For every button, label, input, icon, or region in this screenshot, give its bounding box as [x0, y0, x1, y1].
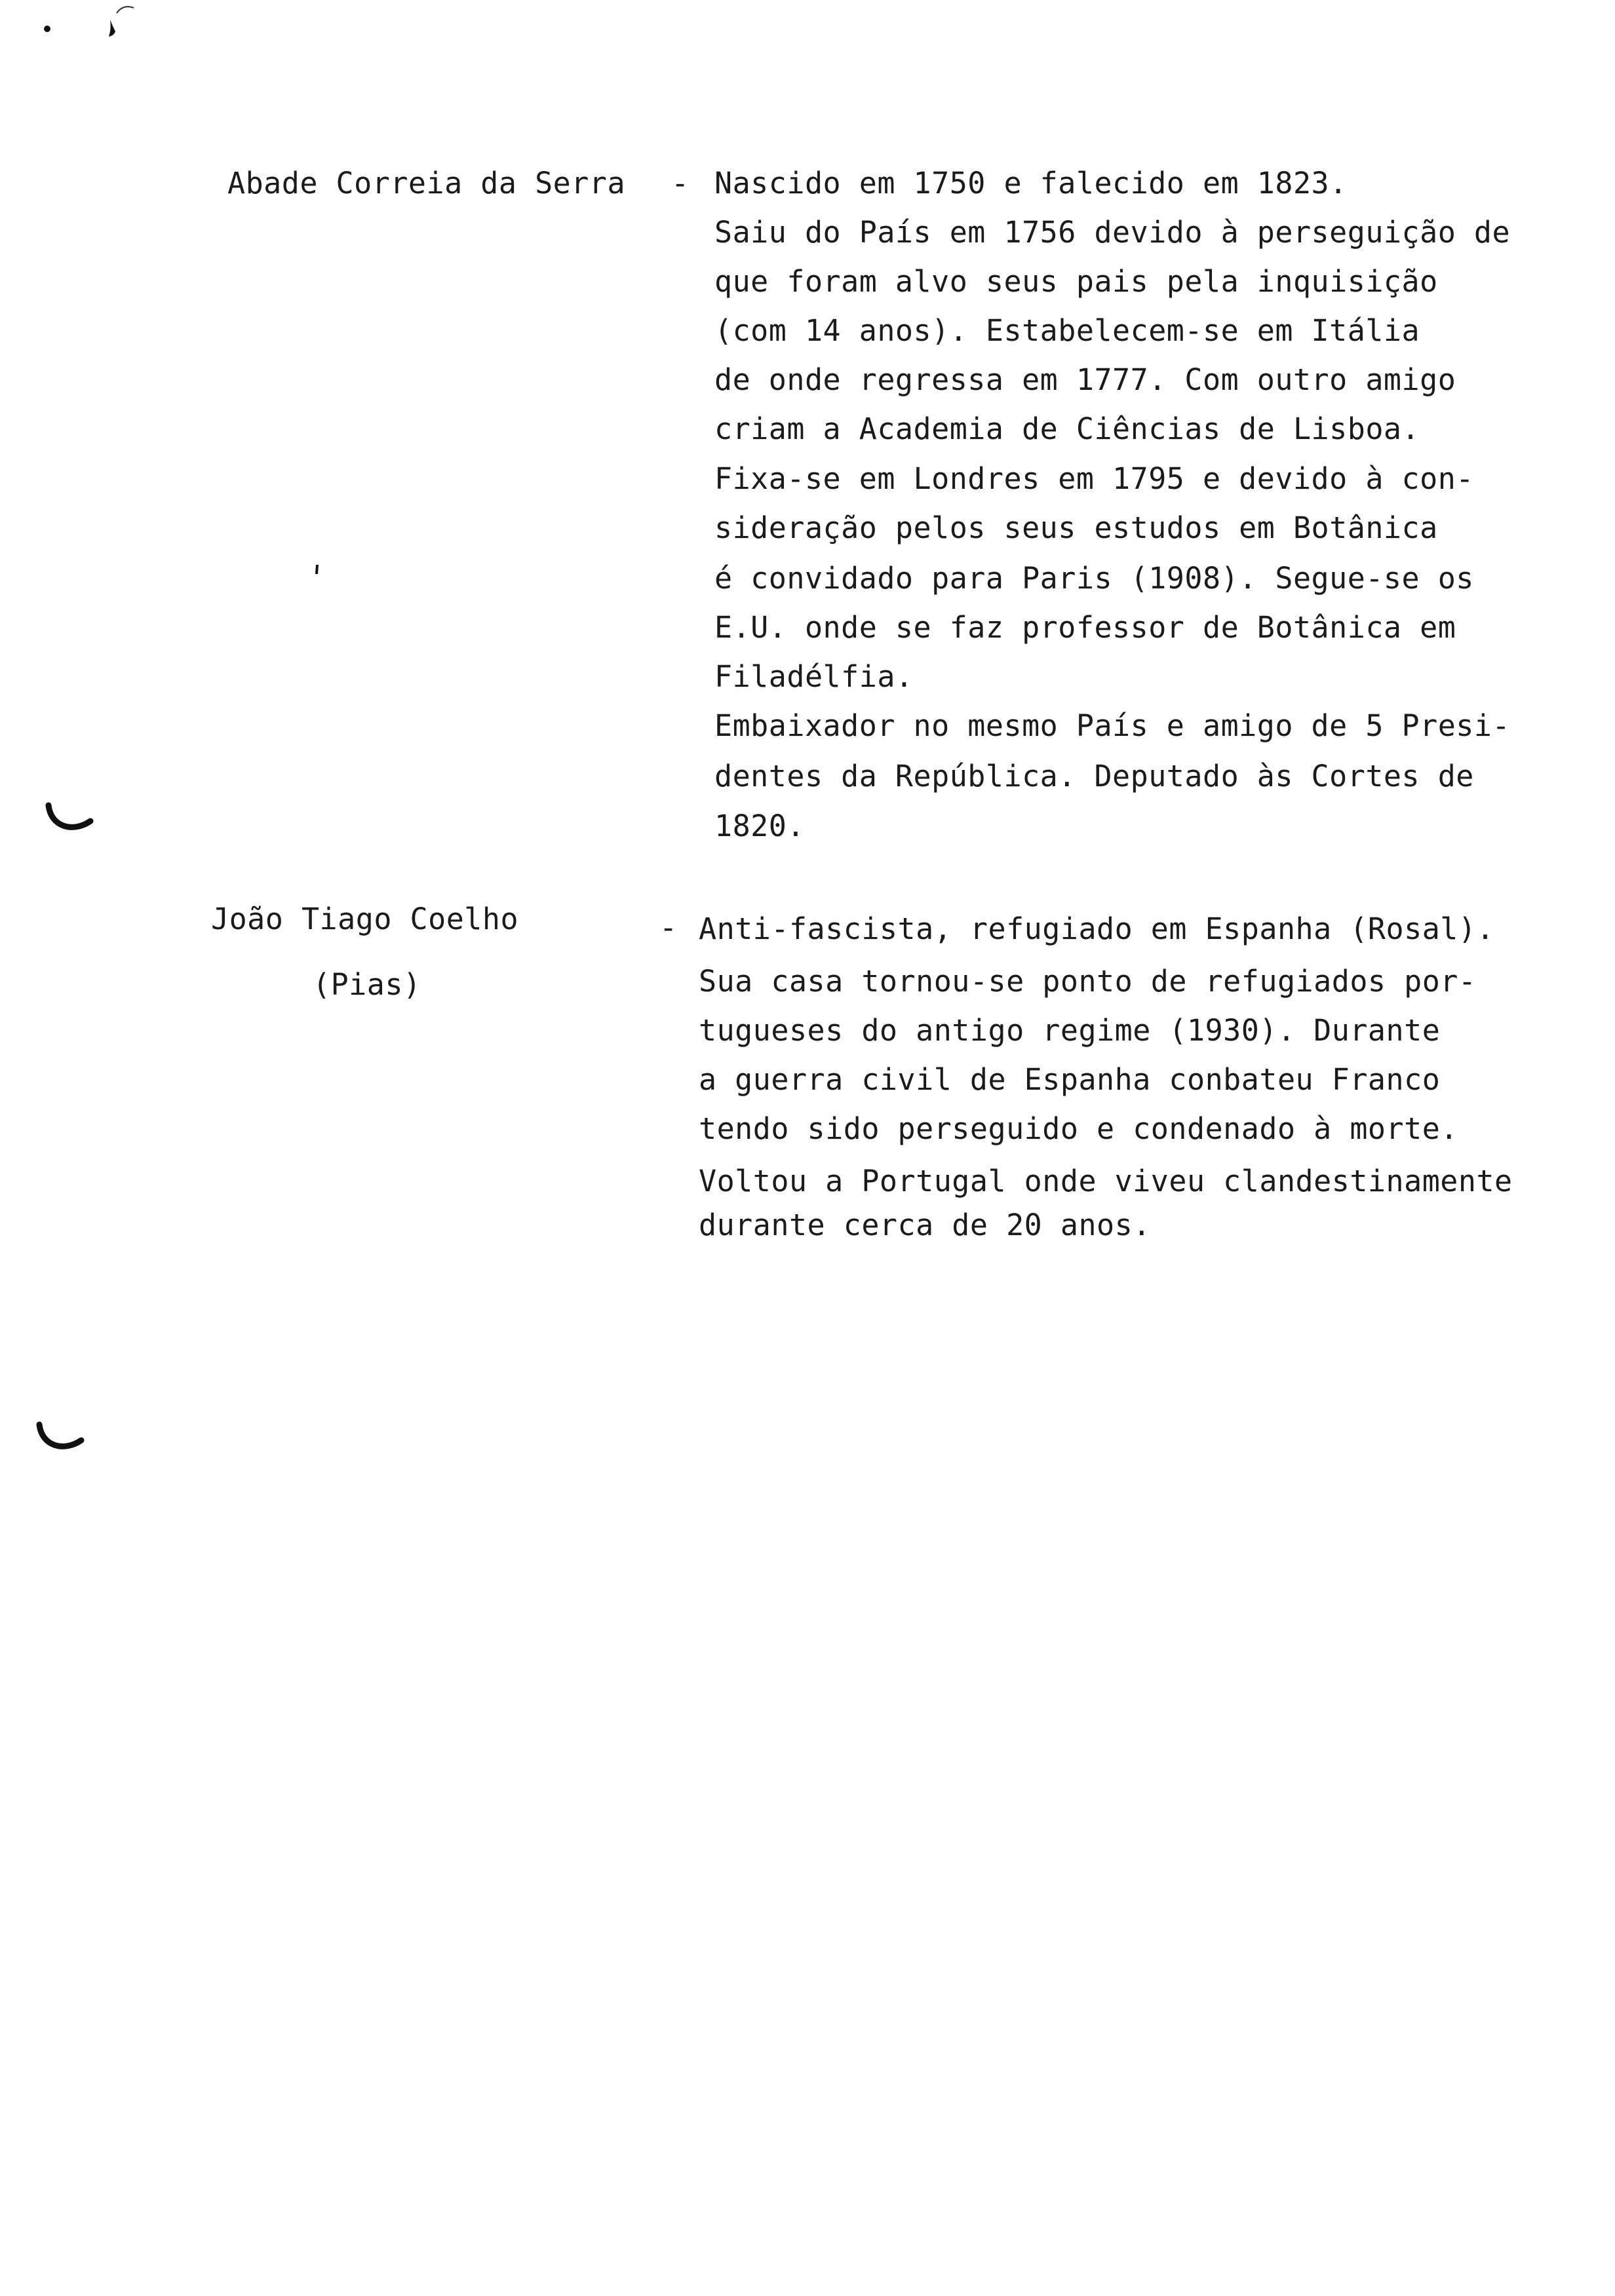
- entry-2-line: Voltou a Portugal onde viveu clandestinamente: [699, 1164, 1513, 1198]
- entry-2-line: Sua casa tornou-se ponto de refugiados por-: [699, 964, 1477, 999]
- entry-2-place: (Pias): [313, 967, 421, 1002]
- entry-2-line: durante cerca de 20 anos.: [699, 1208, 1151, 1242]
- entry-1-line: dentes da República. Deputado às Cortes de: [714, 759, 1474, 794]
- stray-tick-mark: [313, 564, 321, 577]
- entry-2-line: tendo sido perseguido e condenado à morte.: [699, 1111, 1458, 1146]
- entry-2-line: tugueses do antigo regime (1930). Durante: [699, 1013, 1441, 1048]
- punch-hole-mark-1: [41, 796, 100, 849]
- entry-1-line: Nascido em 1750 e falecido em 1823.: [714, 166, 1348, 201]
- entry-1-line: Saiu do País em 1756 devido à perseguição de: [714, 215, 1511, 250]
- punch-hole-mark-2: [31, 1415, 90, 1468]
- entry-1-line: 1820.: [714, 809, 805, 843]
- entry-2-name: João Tiago Coelho: [211, 902, 519, 936]
- entry-1-name: Abade Correia da Serra: [227, 166, 626, 201]
- scan-artifact-top-left: [33, 0, 144, 52]
- entry-2-dash: -: [659, 910, 678, 945]
- entry-1-dash: -: [671, 166, 690, 201]
- entry-1-line: (com 14 anos). Estabelecem-se em Itália: [714, 313, 1420, 348]
- entry-1-line: é convidado para Paris (1908). Segue-se os: [714, 561, 1474, 596]
- entry-1-line: que foram alvo seus pais pela inquisição: [714, 264, 1438, 299]
- entry-1-line: sideração pelos seus estudos em Botânica: [714, 510, 1438, 545]
- entry-1-line: Filadélfia.: [714, 659, 914, 694]
- entry-2-line: a guerra civil de Espanha conbateu Franco: [699, 1062, 1441, 1097]
- entry-1-line: Fixa-se em Londres em 1795 e devido à con-: [714, 461, 1474, 496]
- entry-1-line: de onde regressa em 1777. Com outro amigo: [714, 362, 1456, 397]
- entry-1-line: criam a Academia de Ciências de Lisboa.: [714, 411, 1420, 446]
- entry-1-line: Embaixador no mesmo País e amigo de 5 Presi-: [714, 708, 1511, 743]
- entry-2-line: Anti-fascista, refugiado em Espanha (Rosal).: [699, 911, 1495, 946]
- entry-1-line: E.U. onde se faz professor de Botânica em: [714, 610, 1456, 645]
